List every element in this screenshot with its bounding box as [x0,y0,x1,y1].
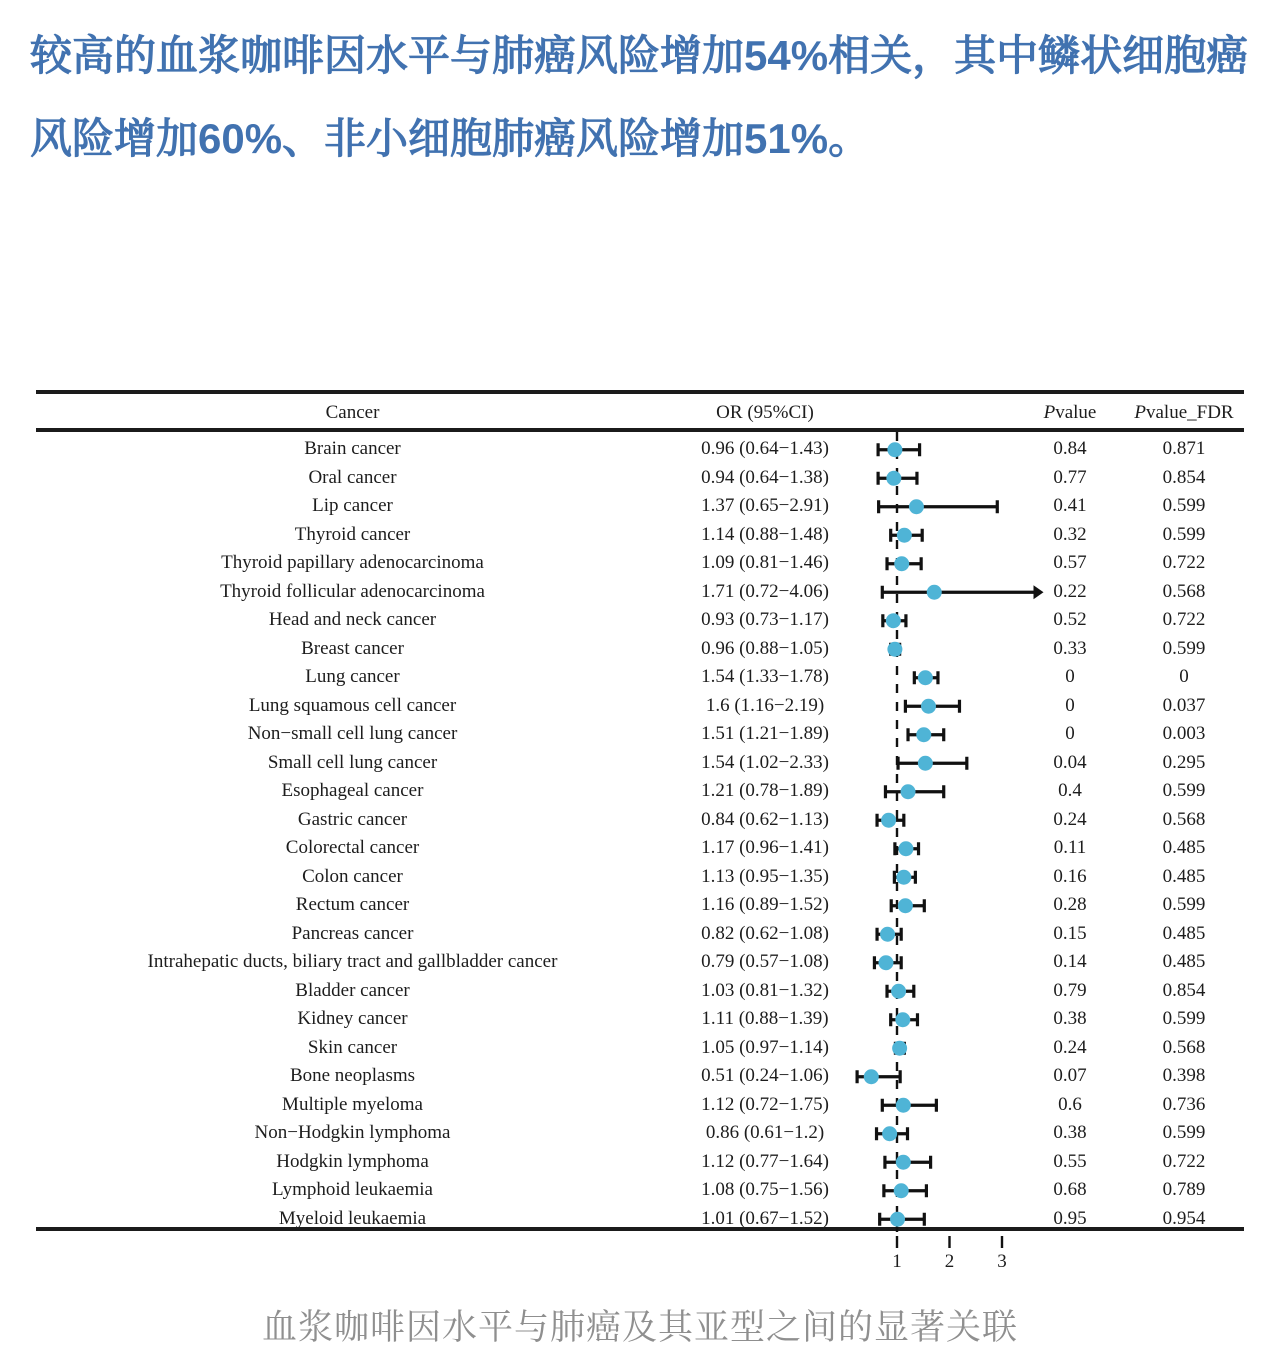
table-row [0,1176,1280,1205]
table-row [0,635,1280,664]
cell-pvalue: 0.16 [1053,865,1087,887]
cell-cancer-label: Myeloid leukaemia [278,1207,427,1229]
cell-cancer-label: Lymphoid leukaemia [272,1179,433,1200]
cell-cancer-label: Rectum cancer [295,894,410,915]
table-row [0,464,1280,493]
column-header-pvalue: Pvalue [1043,402,1097,423]
cell-or-ci: 0.79 (0.57−1.08) [701,951,829,972]
cell-pvalue-fdr: 0.599 [1162,780,1206,801]
cell-pvalue-fdr: 0.599 [1162,523,1206,545]
cell-pvalue: 0.15 [1053,922,1087,944]
cell-or-ci: 1.12 (0.77−1.64) [701,1150,829,1172]
cell-cancer-label: Pancreas cancer [291,922,414,944]
cell-pvalue: 0.38 [1053,1122,1087,1143]
cell-pvalue-fdr: 0 [1179,666,1189,687]
cell-or-ci: 0.96 (0.64−1.43) [701,438,829,459]
cell-or-ci: 0.82 (0.62−1.08) [701,922,829,944]
cell-cancer-label: Kidney cancer [297,1008,408,1029]
cell-pvalue-fdr: 0.599 [1162,637,1206,659]
cell-cancer-label: Thyroid follicular adenocarcinoma [220,580,485,602]
table-row [0,1034,1280,1063]
cell-or-ci: 0.51 (0.24−1.06) [701,1065,829,1086]
table-row [0,948,1280,977]
cell-pvalue: 0.14 [1053,951,1087,972]
column-header-cancer: Cancer [325,402,380,423]
cell-cancer-label: Lung cancer [305,666,400,687]
cell-or-ci: 1.71 (0.72−4.06) [701,580,829,602]
table-row [0,1091,1280,1120]
cell-pvalue-fdr: 0.485 [1162,865,1206,887]
cell-cancer-label: Bone neoplasms [289,1065,416,1086]
cell-pvalue-fdr: 0.722 [1162,1150,1206,1172]
cell-pvalue-fdr: 0.854 [1162,979,1206,1001]
cell-or-ci: 0.84 (0.62−1.13) [701,808,829,830]
cell-cancer-label: Esophageal cancer [281,780,424,801]
cell-or-ci: 0.93 (0.73−1.17) [701,609,829,630]
cell-pvalue: 0.11 [1053,837,1087,858]
cell-cancer-label: Breast cancer [301,637,404,659]
cell-pvalue-fdr: 0.722 [1162,609,1206,630]
cell-or-ci: 1.14 (0.88−1.48) [701,523,829,545]
cell-pvalue-fdr: 0.485 [1162,922,1206,944]
cell-pvalue: 0.24 [1053,1036,1087,1058]
figure-caption: 血浆咖啡因水平与肺癌及其亚型之间的显著关联 [261,1308,1018,1347]
column-header-pvalue-fdr: Pvalue_FDR [1134,402,1234,423]
cell-or-ci: 1.12 (0.72−1.75) [701,1093,829,1115]
table-row [0,549,1280,578]
forest-plot-figure [0,382,1280,1282]
cell-or-ci: 1.01 (0.67−1.52) [701,1207,829,1229]
cell-pvalue: 0.22 [1053,580,1087,602]
cell-cancer-label: Lung squamous cell cancer [248,694,457,716]
cell-or-ci: 1.09 (0.81−1.46) [701,552,829,573]
cell-pvalue-fdr: 0.599 [1162,894,1206,915]
headline-text: 较高的血浆咖啡因水平与肺癌风险增加54%相关，其中鳞状细胞癌风险增加60%、非小细胞肺癌风险增加51%。 [30,32,1249,162]
cell-pvalue-fdr: 0.954 [1162,1207,1206,1229]
cell-pvalue: 0.4 [1058,780,1082,801]
cell-or-ci: 0.96 (0.88−1.05) [701,637,829,659]
table-row [0,720,1280,749]
cell-or-ci: 1.03 (0.81−1.32) [701,979,829,1001]
cell-pvalue: 0.38 [1053,1008,1087,1029]
table-row [0,806,1280,835]
cell-cancer-label: Small cell lung cancer [267,751,438,773]
cell-cancer-label: Intrahepatic ducts, biliary tract and gallbladder cancer [147,951,558,972]
cell-pvalue-fdr: 0.568 [1162,580,1206,602]
cell-or-ci: 0.94 (0.64−1.38) [701,466,829,488]
table-row [0,749,1280,778]
cell-pvalue: 0 [1065,694,1075,716]
cell-cancer-label: Non−Hodgkin lymphoma [254,1122,451,1143]
cell-pvalue-fdr: 0.485 [1162,951,1206,972]
table-row [0,834,1280,863]
cell-pvalue: 0.79 [1053,979,1087,1001]
cell-or-ci: 1.13 (0.95−1.35) [701,865,829,887]
table-top-rule [36,390,1244,395]
table-row [0,1205,1280,1234]
table-row [0,663,1280,692]
cell-pvalue-fdr: 0.037 [1162,694,1206,716]
table-row [0,891,1280,920]
column-header-or: OR (95%CI) [716,402,814,423]
cell-pvalue-fdr: 0.398 [1162,1065,1206,1086]
x-axis-tick-label: 3 [997,1251,1007,1272]
cell-pvalue-fdr: 0.722 [1162,552,1206,573]
cell-pvalue: 0.33 [1053,637,1087,659]
cell-or-ci: 1.21 (0.78−1.89) [701,780,829,801]
table-row [0,863,1280,892]
cell-pvalue-fdr: 0.871 [1162,438,1206,459]
cell-cancer-label: Multiple myeloma [282,1093,423,1115]
cell-pvalue: 0 [1065,723,1075,744]
cell-pvalue: 0.84 [1053,438,1087,459]
table-header-rule [36,428,1244,433]
table-row [0,1119,1280,1148]
cell-pvalue-fdr: 0.736 [1162,1093,1206,1115]
cell-or-ci: 1.54 (1.33−1.78) [701,666,829,687]
cell-or-ci: 1.05 (0.97−1.14) [701,1036,829,1058]
cell-pvalue-fdr: 0.295 [1162,751,1206,773]
cell-cancer-label: Thyroid cancer [294,523,411,545]
cell-pvalue: 0.41 [1053,495,1087,516]
table-row [0,492,1280,521]
table-row [0,1005,1280,1034]
cell-pvalue: 0.68 [1053,1179,1087,1200]
table-row [0,435,1280,464]
table-row [0,777,1280,806]
table-row [0,578,1280,607]
cell-pvalue-fdr: 0.599 [1162,1008,1206,1029]
cell-cancer-label: Colorectal cancer [285,837,420,858]
cell-cancer-label: Brain cancer [304,438,401,459]
cell-pvalue-fdr: 0.003 [1162,723,1206,744]
cell-pvalue-fdr: 0.568 [1162,1036,1206,1058]
cell-pvalue: 0.32 [1053,523,1087,545]
cell-cancer-label: Thyroid papillary adenocarcinoma [221,552,484,573]
cell-cancer-label: Lip cancer [312,495,393,516]
cell-or-ci: 1.11 (0.88−1.39) [701,1008,829,1029]
cell-pvalue-fdr: 0.568 [1162,808,1206,830]
cell-cancer-label: Hodgkin lymphoma [276,1150,429,1172]
cell-cancer-label: Colon cancer [302,865,403,887]
cell-or-ci: 1.54 (1.02−2.33) [701,751,829,773]
cell-pvalue-fdr: 0.854 [1162,466,1206,488]
cell-or-ci: 1.17 (0.96−1.41) [701,837,829,858]
table-row [0,920,1280,949]
cell-or-ci: 1.37 (0.65−2.91) [701,495,829,516]
cell-cancer-label: Non−small cell lung cancer [247,723,458,744]
cell-or-ci: 1.08 (0.75−1.56) [701,1179,829,1200]
cell-pvalue: 0 [1065,666,1075,687]
cell-cancer-label: Bladder cancer [295,979,410,1001]
cell-pvalue: 0.57 [1053,552,1087,573]
cell-or-ci: 1.6 (1.16−2.19) [705,694,825,716]
cell-pvalue: 0.6 [1058,1093,1082,1115]
cell-pvalue-fdr: 0.789 [1162,1179,1206,1200]
cell-cancer-label: Oral cancer [308,466,397,488]
x-axis-tick-label: 2 [944,1251,955,1272]
table-row [0,692,1280,721]
cell-pvalue: 0.55 [1053,1150,1087,1172]
cell-pvalue: 0.95 [1053,1207,1087,1229]
table-row [0,977,1280,1006]
cell-cancer-label: Gastric cancer [297,808,408,830]
table-row [0,606,1280,635]
cell-pvalue: 0.04 [1053,751,1087,773]
cell-pvalue-fdr: 0.599 [1162,495,1206,516]
table-row [0,1062,1280,1091]
cell-pvalue: 0.77 [1053,466,1087,488]
cell-pvalue: 0.52 [1053,609,1087,630]
cell-pvalue: 0.24 [1053,808,1087,830]
cell-or-ci: 1.51 (1.21−1.89) [701,723,829,744]
cell-cancer-label: Skin cancer [307,1036,398,1058]
cell-pvalue-fdr: 0.485 [1162,837,1206,858]
cell-or-ci: 0.86 (0.61−1.2) [705,1122,825,1143]
cell-pvalue: 0.07 [1053,1065,1087,1086]
table-row [0,521,1280,550]
cell-or-ci: 1.16 (0.89−1.52) [701,894,829,915]
cell-cancer-label: Head and neck cancer [268,609,437,630]
cell-pvalue: 0.28 [1053,894,1087,915]
x-axis-tick-label: 1 [892,1251,902,1272]
table-row [0,1148,1280,1177]
cell-pvalue-fdr: 0.599 [1162,1122,1206,1143]
